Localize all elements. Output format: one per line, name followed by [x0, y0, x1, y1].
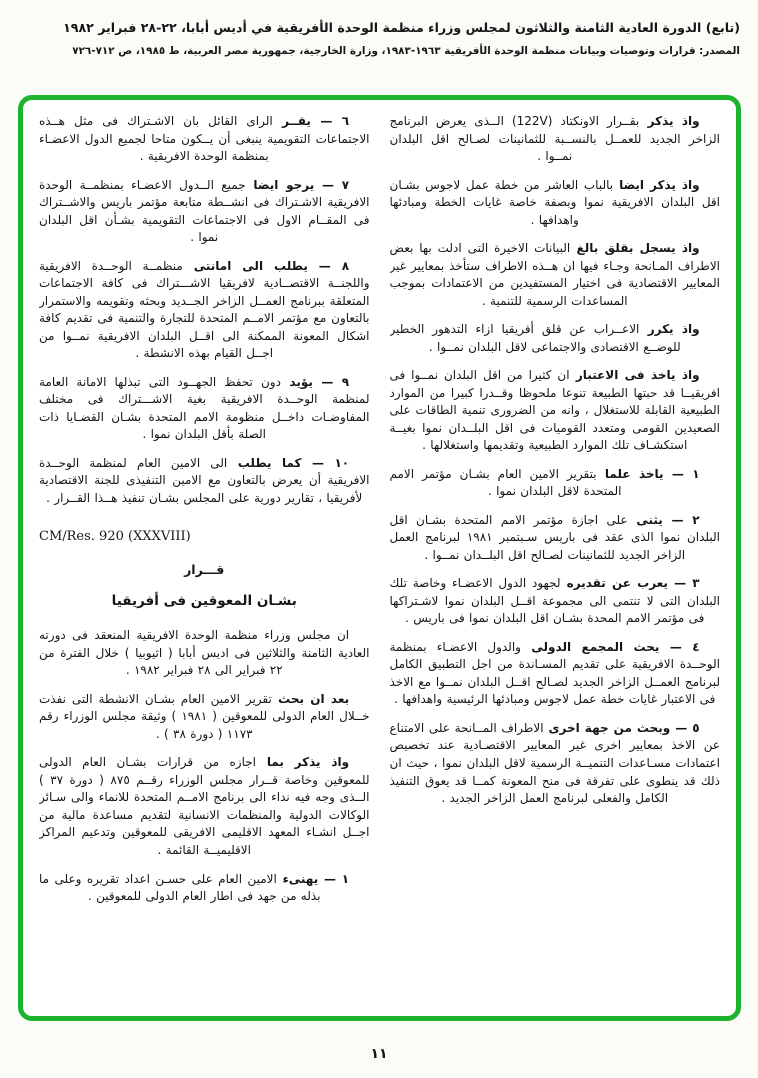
paragraph-lead: واذ يذكر بما	[256, 755, 350, 770]
paragraph	[39, 871, 370, 906]
paragraph-text: لجهود الدول الاعضـاء وخاصة تلك البلدان التى لا تنتمى الى مجموعة اقــل البلدان نموا لاشـتراكها فى مؤتمر الامم المحدة بشـان اقل البلدان نموا فى باريس .	[389, 576, 720, 626]
paragraph-lead: واذ يذكر	[639, 114, 700, 128]
paragraph-text: اجازه من قرارات بشـان العام الدولى للمعوقين وخاصة قــرار مجلس الوزراء رقــم ٨٧٥ ( دورة ٣٧ ) الــذى وجه فيه نداء الى برنامج الامــم المتحدة للانماء والى سـائر الوكالات الدولية والمنظمات الانسانية لتقديم مساعدة مالية من اجــل انشـاء المعهد الاقليمى الافريقى للمعوقين وتدعيم المراكز الاقليميــة القائمة .	[39, 755, 370, 857]
paragraph-lead: ١ — ياخذ علما	[596, 466, 700, 481]
paragraph	[39, 627, 370, 680]
paragraph	[39, 691, 370, 744]
resolution-title	[39, 593, 370, 609]
paragraph-text: الاطراف المــانحة على الامتناع عن الاخذ بمعايير اخرى غير المعايير الاقتصـادية عند تخصيص اعتمادات مسـاعدات التنميــة الرسمية لاقل البلدان نموا ، حيث ان ذلك قد ينطوى على تفرقة فى منح المعونة كمــا قد يعوق التنفيذ الكامل والفعلى لبرنامج العمل الزاخر الجديد .	[389, 720, 720, 806]
paragraph	[39, 455, 370, 508]
columns-wrapper	[23, 100, 736, 1016]
paragraph-text: الراى القائل بان الاشـتراك فى مثل هــذه الاجتماعات التقويمية ينبغى أن يــكون متاحا لجميع الدول الاعضـاء بمنظمة الوحدة الافريقية .	[39, 114, 370, 164]
paragraph-text: ان مجلس وزراء منظمة الوحدة الافريقية المنعقد فى دورته العادية الثامنة والثلاثين فى اديس أبابا ( اثيوبيا ) خلال الفترة من ٢٢ فبراير الى ٢٨ فبراير ١٩٨٢ .	[39, 628, 370, 678]
paragraph-lead: ٨ — يطلب الى امانتى	[182, 258, 350, 273]
resolution-center	[39, 562, 370, 577]
paragraph-text: ان كثيرا من اقل البلدان نمــوا فى افريقيــا قد حبتها الطبيعة تنوعا ملحوظا وقــدرا كبيرا من الموارد الطبيعية القابلة للاستغلال ، وانه من الضرورى تنمية الطاقات على الصعيدين القومى ومتعدد القوميات فى اقل البلــدان نموا بغيــة استكشـاف تلك الموارد الطبيعية وتقديمها واستغلالها .	[389, 368, 720, 453]
document-header	[14, 20, 740, 57]
paragraph-lead: واذ ياخذ فى الاعتبار	[569, 368, 700, 383]
paragraph-text: جميع الــدول الاعضـاء بمنظمــة الوحدة الافريقية الاشـتراك فى انشــطة متابعة مؤتمر باريس والاشــتراك فى المقــام الاول فى الاجتماعات التقويمية بشـأن اقل البلدان نموا .	[39, 177, 370, 245]
paragraph	[390, 367, 721, 455]
paragraph-text: CM/Res. 920 (XXXVIII)	[39, 529, 191, 545]
paragraph-lead: ٢ — يثنى	[627, 512, 700, 527]
source-line: المصدر: قرارات وتوصيات وبيانات منظمة الوحدة الأفريقية ١٩٦٣-١٩٨٣، وزارة الخارجية، جمهورية مصر العربية، ط ١٩٨٥، ص ٧١٢-٧٢٦	[72, 45, 740, 57]
green-frame	[18, 95, 741, 1021]
paragraph	[39, 113, 370, 166]
paragraph-lead: واذ يكرر	[639, 322, 700, 337]
paragraph-lead: ٩ — يؤيد	[280, 374, 350, 389]
column-left	[39, 113, 370, 1008]
paragraph-lead: ٥ — وبحث من جهة اخرى	[543, 720, 700, 735]
resolution-ref	[39, 529, 370, 544]
paragraph-text: بقــرار الاونكتاد (122V) الــذى يعرض البرنامج الزاخر الجديد للعمــل بالنســبة للثمانينات لصـالح اقل البلدان نمــوا .	[389, 114, 720, 164]
paragraph-lead: ٦ — يقــر	[272, 114, 350, 128]
paragraph-text: الامين العام على حسـن اعداد تقريره وعلى ما بذله من جهد فى اطار العام الدولى للمعوقين .	[39, 871, 321, 904]
paragraph	[390, 177, 721, 230]
paragraph-text: البيانات الاخيرة التى ادلت بها بعض الاطراف المـانحة وجـاء فيها ان هــذه الاطراف ستأخذ بمعايير غير المعايير الاقتصادية فى اختيار المستفيدين من الاعتمادات بموجب المساعدات الرسمية للتنمية .	[389, 241, 720, 308]
paragraph-lead: ١ — يهنىء	[276, 871, 350, 886]
paragraph	[39, 177, 370, 247]
paragraph	[390, 720, 721, 808]
paragraph	[39, 374, 370, 444]
paragraph-text: بتقرير الامين العام بشـان مؤتمر الامم المتحدة لاقل البلدان نموا .	[389, 466, 622, 499]
paragraph	[390, 512, 721, 565]
paragraph-lead: ٧ — يرجو ايضا	[245, 177, 350, 192]
paragraph-text: قـــرار	[184, 562, 225, 578]
paragraph-lead: ٤ — يحث المجمع الدولى	[520, 639, 700, 654]
paragraph-lead: ٣ — يعرب عن تقديره	[560, 576, 700, 591]
paragraph	[390, 639, 721, 709]
paragraph	[390, 240, 721, 310]
column-right	[390, 113, 721, 1008]
paragraph-text: الى الامين العام لمنظمة الوحــدة الافريقية أن يعرض بالتعاون مع الامين التنفيذى للجنة الاقتصادية لأفريقيا ، تقارير دورية على المجلس بشـان تنفيذ هــذا القــرار .	[39, 455, 370, 505]
paragraph-text: تقرير الامين العام بشـان الانشطة التى نفذت خــلال العام الدولى للمعوقين ( ١٩٨١ ) وثيقة مجلس الوزراء رقم ١١٧٣ ( دورة ٣٨ ) .	[39, 691, 370, 741]
paragraph-lead: ١٠ — كما يطلب	[227, 455, 350, 470]
session-title: (تابع) الدورة العادية الثامنة والثلاثون لمجلس وزراء منظمة الوحدة الأفريقية في أديس أبابا، ٢٢-٢٨ فبراير ١٩٨٢	[63, 20, 740, 35]
paragraph	[39, 258, 370, 363]
paragraph-text: الاعــراب عن قلق أفريقيا ازاء التدهور الخطير للوضــع الاقتصادى والاجتماعى لاقل البلدان نمــوا .	[389, 322, 681, 354]
paragraph	[39, 754, 370, 859]
paragraph-text: منظمــة الوحــدة الافريقية واللجنــة الاقتصــادية لافريقيا الاشـــتراك فى كافة الاجتماعات المتعلقة ببرنامج العمــل الزاخر الجــديد وبحثه وتقويمه والاستمرار بالتعاون مع مؤتمر الامــم المتحدة للتجارة والتنمية فى تقديم كافة اشكال المعونة الممكنة الى اقــل البلدان الافريقية نمــوا من اجــل القيام بهذه الانشطة .	[39, 258, 370, 361]
paragraph-text: دون تحفظ الجهــود التى تبذلها الامانة العامة لمنظمة الوحــدة الافريقية بغية الاشـــتراك فى مختلف المفاوضـات داخــل منظومة الامم المتحدة بشـان القضـايا ذات الصلة بأقل البلدان نموا .	[39, 374, 370, 442]
paragraph-text: بالباب العاشر من خطة عمل لاجوس بشـان اقل البلدان الافريقية نموا وبصفة خاصة غايات الخطة ومبادئها واهدافها .	[389, 177, 720, 227]
paragraph	[390, 321, 721, 356]
paragraph-lead: بعد ان بحث	[271, 691, 350, 706]
paragraph	[390, 113, 721, 166]
paragraph-text: بشـان المعوقين فى أفريقيا	[111, 593, 297, 610]
paragraph-text: والدول الاعضـاء بمنظمة الوحــدة الافريقية على تقديم المسـاندة من اجل التطبيق الكامل لبرنامج العمــل الزاخر الجديد لصـالح اقــل البلدان نمــوا مع الاخذ فى الاعتبار غايات خطة عمل لاجوس ومبادئها الرئيسية واهدافها .	[389, 639, 720, 707]
page-number: ١١	[370, 1046, 388, 1062]
paragraph-lead: واذ يسجل بقلق بالغ	[570, 241, 700, 256]
paragraph-lead: واذ يذكر ايضا	[613, 177, 700, 192]
paragraph-text: على اجازة مؤتمر الامم المتحدة بشـان اقل البلدان نموا الذى عقد فى باريس سـبتمبر ١٩٨١ لبرنامج العمل الزاخر الجديد للثمانينات لصـالح اقل البلــدان نمــوا .	[389, 512, 720, 562]
paragraph	[390, 466, 721, 501]
paragraph	[390, 575, 721, 628]
